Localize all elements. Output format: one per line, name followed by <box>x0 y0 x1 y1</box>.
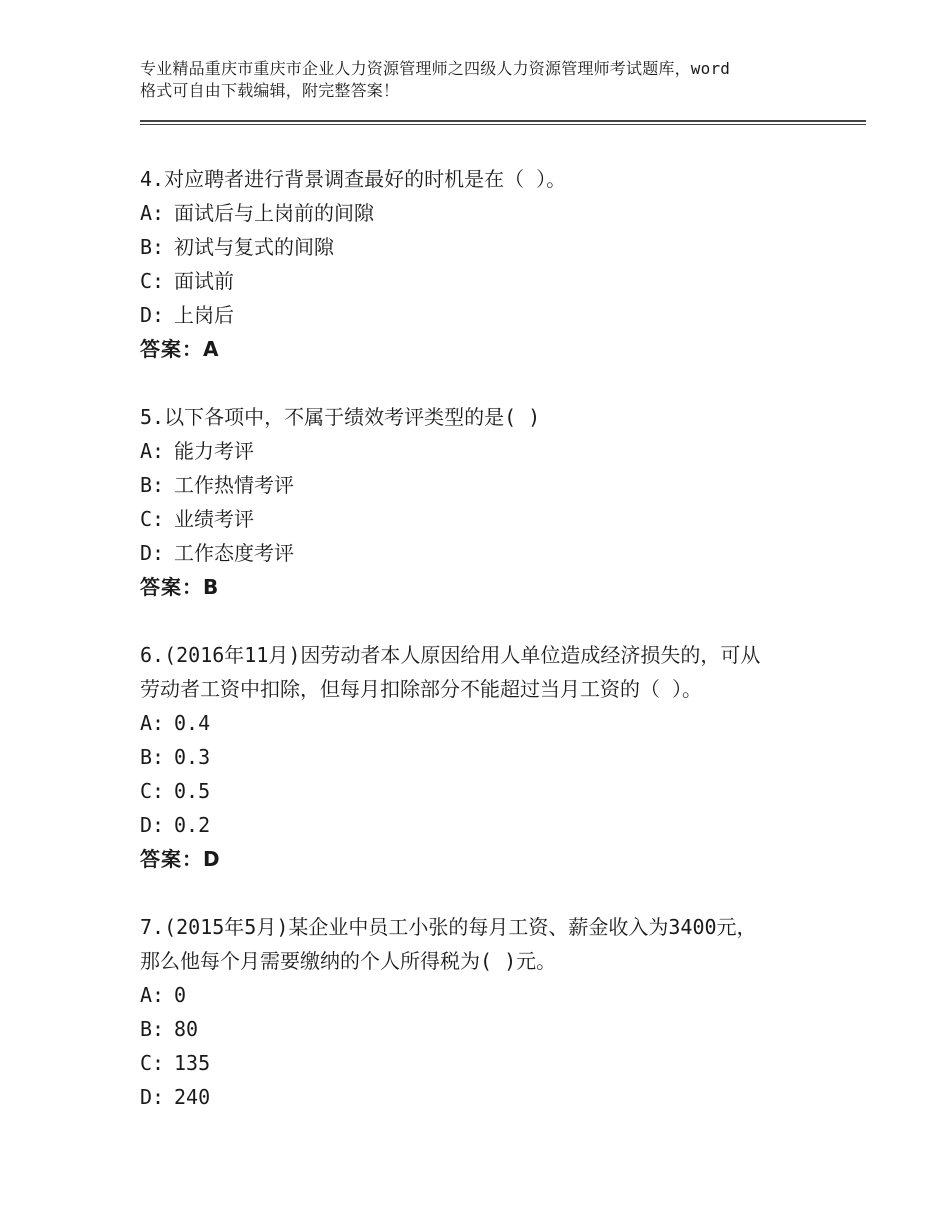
option-text: 80 <box>174 1017 199 1041</box>
option-text: 能力考评 <box>174 439 254 463</box>
option-label: B: <box>140 235 165 259</box>
option-text: 240 <box>174 1085 211 1109</box>
option-label: C: <box>140 1051 165 1075</box>
option-row <box>140 468 830 502</box>
option-text: 0.3 <box>174 745 211 769</box>
option-row <box>140 502 830 536</box>
document-header <box>140 58 840 102</box>
option-label: B: <box>140 1017 165 1041</box>
option-label: C: <box>140 779 165 803</box>
option-text: 工作热情考评 <box>174 473 294 497</box>
option-text: 上岗后 <box>174 303 234 327</box>
option-label: D: <box>140 813 165 837</box>
option-row <box>140 978 830 1012</box>
option-text: 面试前 <box>174 269 234 293</box>
option-label: C: <box>140 269 165 293</box>
option-row <box>140 740 830 774</box>
option-label: D: <box>140 1085 165 1109</box>
option-label: B: <box>140 745 165 769</box>
option-row <box>140 536 830 570</box>
question-stem: 5.以下各项中，不属于绩效考评类型的是( ) <box>140 405 541 429</box>
question-stem: 6.(2016年11月)因劳动者本人原因给用人单位造成经济损失的，可从 <box>140 643 761 667</box>
option-row <box>140 1080 830 1114</box>
answer-line: 答案：B <box>140 575 220 599</box>
question-stem: 那么他每个月需要缴纳的个人所得税为( )元。 <box>140 949 557 973</box>
question-stem: 7.(2015年5月)某企业中员工小张的每月工资、薪金收入为3400元， <box>140 915 757 939</box>
option-label: C: <box>140 507 165 531</box>
option-label: D: <box>140 541 165 565</box>
option-text: 面试后与上岗前的间隙 <box>174 201 374 225</box>
answer-line: 答案：D <box>140 847 221 871</box>
question-block <box>140 910 830 1114</box>
option-text: 0.4 <box>174 711 211 735</box>
option-row <box>140 434 830 468</box>
option-text: 初试与复式的间隙 <box>174 235 334 259</box>
option-row <box>140 774 830 808</box>
header-rule-thin <box>140 124 866 125</box>
question-block <box>140 162 830 366</box>
option-text: 0.2 <box>174 813 211 837</box>
option-row <box>140 264 830 298</box>
answer-line: 答案：A <box>140 337 220 361</box>
option-row <box>140 298 830 332</box>
option-text: 0.5 <box>174 779 211 803</box>
option-row <box>140 196 830 230</box>
option-row <box>140 808 830 842</box>
option-label: D: <box>140 303 165 327</box>
option-row <box>140 1012 830 1046</box>
header-line-1: 专业精品重庆市重庆市企业人力资源管理师之四级人力资源管理师考试题库，word <box>140 59 731 78</box>
option-label: A: <box>140 201 165 225</box>
option-label: A: <box>140 983 165 1007</box>
header-rule-thick <box>140 120 866 122</box>
option-text: 工作态度考评 <box>174 541 294 565</box>
question-block <box>140 638 830 876</box>
question-stem: 4.对应聘者进行背景调查最好的时机是在（ ）。 <box>140 167 567 191</box>
option-label: A: <box>140 439 165 463</box>
question-list <box>140 162 830 1148</box>
option-label: A: <box>140 711 165 735</box>
question-block <box>140 400 830 604</box>
option-label: B: <box>140 473 165 497</box>
option-row <box>140 230 830 264</box>
option-text: 0 <box>174 983 187 1007</box>
option-text: 业绩考评 <box>174 507 254 531</box>
option-row <box>140 706 830 740</box>
option-text: 135 <box>174 1051 211 1075</box>
question-stem: 劳动者工资中扣除，但每月扣除部分不能超过当月工资的（ ）。 <box>140 677 703 701</box>
header-line-2: 格式可自由下载编辑，附完整答案！ <box>140 81 400 100</box>
option-row <box>140 1046 830 1080</box>
